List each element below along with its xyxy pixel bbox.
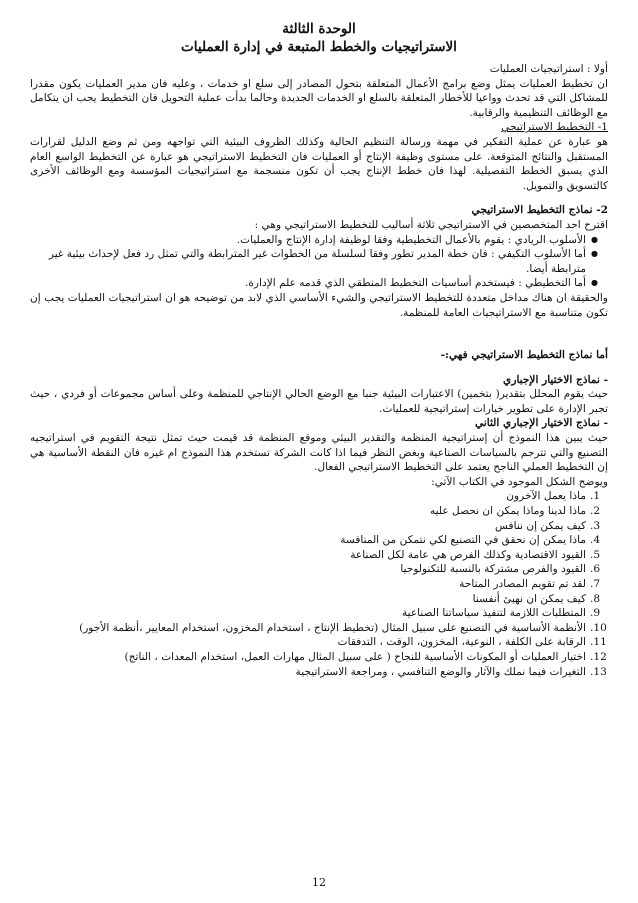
list-item xyxy=(30,489,601,504)
item-text: القيود الاقتصادية وكذلك الفرص هي عامة لكل الصناعة xyxy=(350,548,586,561)
item-text: ماذا يمكن إن نحقق في التصنيع لكي نتمكن من المنافسة xyxy=(340,534,586,547)
item-text: ماذا يعمل الآخرون xyxy=(506,490,586,503)
item-text: كيف يمكن إن ننافس xyxy=(495,519,586,532)
list-item: ● الأسلوب الريادي : يقوم بالأعمال التخطيطية وفقا لوظيفة إدارة الإنتاج والعمليات. xyxy=(30,233,596,248)
model1-heading: - نماذج الاختيار الإجباري xyxy=(503,373,608,386)
document-page xyxy=(30,20,608,893)
item-text: المتطلبات اللازمة لتنفيذ سياساتنا الصناعية xyxy=(401,607,586,620)
section2-heading: 2- نماذج التخطيط الاستراتيجي xyxy=(471,204,608,217)
list-item xyxy=(30,650,607,665)
list-item xyxy=(30,548,601,563)
item-number: 1. xyxy=(590,490,601,503)
section2-conclusion: والحقيقة ان هناك مداخل متعددة للتخطيط الاستراتيجي والشيء الأساسي الذي لابد من توضيحه هو ان استراتيجيات العمليات يجب إن تكون متناسبة مع الاستراتيجيات العامة للمنظمة. xyxy=(30,291,608,319)
item-text: ماذا لدينا وماذا يمكن ان نحصل عليه xyxy=(429,505,586,518)
section1-paragraph: ان تخطيط العمليات يمثل وضع برامج الأعمال المتعلقة بتحول المصادر إلى سلع او خدمات ، وعليه فان مدير العمليات يكون مقدرا للمشاكل التي قد تحدث وواعيا للأخطار المتعلقة بالسلع او الخدمات الجديدة وحالما بدأت عملية التحويل فان التخطيط يجب ان يتكامل مع الوظائف التنظيمية والرقابية. xyxy=(30,77,608,119)
item-number: 13. xyxy=(590,665,607,678)
item-text: القيود والفرص مشتركة بالنسبة للتكنولوجيا xyxy=(400,563,586,576)
list-item xyxy=(30,665,607,680)
spacer xyxy=(30,363,608,373)
strategic-planning-paragraph: هو عبارة عن عملية التفكير في مهمة ورسالة التنظيم الحالية وكذلك الظروف البيئية التي تواجهه ومن ثم وضع الدليل لقرارات المستقبل والنتائج المتوقعة. على مستوى وظيفة الإنتاج أو العمليات فان التخطيط الاستراتيجي هو عبارة عن التخطيط الواسع العام الذي يسبق الخطط التفصيلية. لهذا فان خطط الإنتاج يجب أن تكون منسجمة مع استراتيجيات المؤسسة ومع الوظائف الأخرى كالتسويق والتمويل. xyxy=(30,135,608,192)
model2-heading: - نماذج الاختيار الإجباري الثاني xyxy=(474,417,608,430)
list-item xyxy=(30,533,601,548)
questions-list xyxy=(30,489,608,679)
item-text: كيف يمكن ان نهيئ أنفسنا xyxy=(472,592,586,605)
list-item xyxy=(30,577,601,592)
item-number: 7. xyxy=(590,578,601,590)
item-number: 12. xyxy=(590,650,607,663)
list-item xyxy=(30,519,601,534)
list-item: ● أما التخطيطي : فيستخدم أساسيات التخطيط المنطقي الذي قدمه علم الإدارة. xyxy=(30,276,596,291)
item-number: 9. xyxy=(590,607,601,620)
list-item xyxy=(30,635,607,650)
spacer xyxy=(30,193,608,203)
item-text: لقد تم تقويم المصادر المتاحة xyxy=(459,578,586,590)
strategic-planning-heading: 1- التخطيط الاستراتيجي xyxy=(501,121,608,134)
section2-intro: اقترح احد المتخصصين في الاستراتيجي ثلاثة أساليب للتخطيط الاستراتيجي وهي : xyxy=(254,218,608,231)
list-item xyxy=(30,562,601,577)
spacer xyxy=(30,320,608,348)
section3-heading: أما نماذج التخطيط الاستراتيجي فهي:- xyxy=(440,349,608,362)
list-item xyxy=(30,592,601,607)
model2-paragraph: حيث يبين هذا النموذج أن إستراتيجية المنظمة والتقدير البيئي وموقع المنظمة قد قيمت حيث تمثل نتيجة التقويم في استراتيجيه التصنيع والتي تترجم بالسياسات الصناعية وبغض النظر فيما اذا كانت الشركة تستخدم هذا النموذج ام غيره فان النقطة الأساسية هي إن التخطيط العملي الناجح يعتمد على التخطيط الاستراتيجي الفعال. xyxy=(30,432,608,474)
list-item xyxy=(30,621,607,636)
item-text: التغيرات فيما نملك والآثار والوضع التنافسي ، ومراجعة الاستراتيجية xyxy=(295,665,586,678)
figure-note: ويوضح الشكل الموجود في الكتاب الآتي: xyxy=(431,475,608,488)
model1-paragraph: حيث يقوم المحلل بتقدير( بتخمين) الاعتبارات البيئية جنبا مع الوضع الحالي الإنتاجي للمنظمة وعلى أساس مجموعات أو فردي ، حيث تجبر الإدارة على تطوير خيارات إستراتيجية للعمليات. xyxy=(30,388,608,415)
item-text: الأنظمة الأساسية في التصنيع على سبيل المثال (تخطيط الإنتاج ، استخدام المخزون، استخدام المعايير ،أنظمة الأجور) xyxy=(79,621,586,634)
unit-title: الوحدة الثالثة xyxy=(282,21,356,37)
page-title: الاستراتيجيات والخطط المتبعة في إدارة العمليات xyxy=(181,39,457,55)
list-item: ● أما الأسلوب التكيفي : فان خطة المدير تطور وفقا لسلسلة من الخطوات غير المترابطة والتي تمثل رد فعل لإحداث بيئية غير مترابطة أيضا. xyxy=(30,247,596,276)
list-item xyxy=(30,504,601,519)
item-text: اختيار العمليات أو المكونات الأساسية للنجاح ( على سبيل المثال مهارات العمل، استخدام المعدات ، الناتج) xyxy=(124,650,586,663)
section1-heading: أولا : استراتيجيات العمليات xyxy=(489,63,608,75)
planning-styles-list xyxy=(30,233,608,291)
item-number: 6. xyxy=(590,563,601,576)
item-number: 10. xyxy=(590,621,607,634)
item-number: 3. xyxy=(590,519,601,532)
item-number: 4. xyxy=(590,534,601,547)
item-number: 8. xyxy=(590,592,601,605)
item-text: الرقابة على الكلفة ، النوعية، المخزون، الوقت ، التدفقات xyxy=(337,636,586,649)
item-number: 2. xyxy=(590,505,601,518)
item-number: 5. xyxy=(590,548,601,561)
page-number: 12 xyxy=(312,876,326,890)
item-number: 11. xyxy=(590,636,607,649)
list-item xyxy=(30,606,601,621)
